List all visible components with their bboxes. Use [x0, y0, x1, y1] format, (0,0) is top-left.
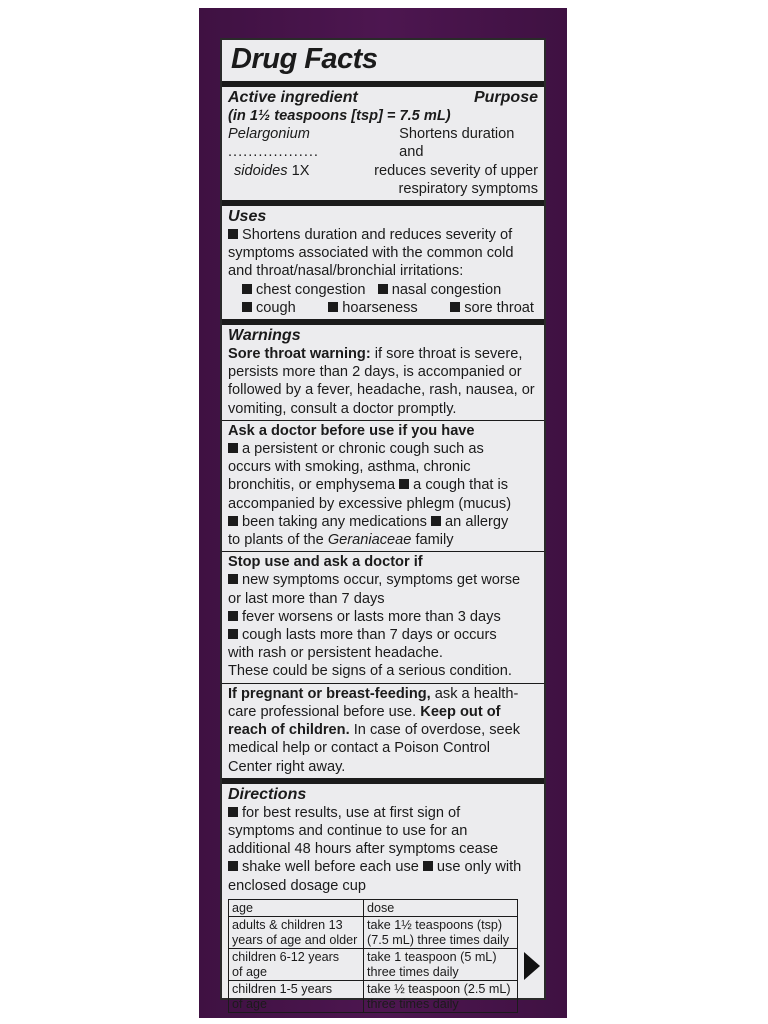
pregnant-text: care professional before use. — [228, 703, 417, 720]
table-cell: three times daily — [367, 964, 459, 979]
bullet-square-icon — [228, 574, 238, 584]
purpose-line-2: reduces severity of upper — [374, 162, 538, 179]
ask-doctor-heading: Ask a doctor before use if you have — [228, 422, 475, 439]
purpose-heading: Purpose — [473, 89, 538, 106]
leader-dots: .................. — [228, 144, 319, 161]
table-cell: take 1 teaspoon (5 mL) — [367, 950, 497, 965]
ask-doctor-text: occurs with smoking, asthma, chronic — [228, 459, 471, 476]
symptom-item: chest congestion — [256, 281, 366, 298]
stop-use-section — [228, 552, 538, 682]
bullet-square-icon — [378, 284, 388, 294]
bullet-square-icon — [228, 807, 238, 817]
drug-facts-panel — [220, 38, 546, 1011]
table-cell: take 1½ teaspoons (tsp) — [367, 918, 503, 933]
ask-doctor-text: family — [415, 532, 454, 549]
symptom-item: nasal congestion — [391, 281, 502, 298]
bullet-square-icon — [328, 302, 338, 312]
ingredient-name-1: Pelargonium — [228, 126, 310, 143]
sore-throat-label: Sore throat warning: — [228, 346, 371, 363]
warning-text: vomiting, consult a doctor promptly. — [228, 400, 457, 417]
table-cell: children 1-5 years — [232, 982, 333, 997]
bullet-square-icon — [228, 611, 238, 621]
keep-out-label: reach of children. — [228, 722, 350, 739]
bullet-square-icon — [228, 443, 238, 453]
stop-use-text: or last more than 7 days — [228, 590, 385, 607]
bullet-square-icon — [242, 302, 252, 312]
table-cell: of age — [232, 964, 268, 979]
ask-doctor-text: been taking any medications — [242, 513, 427, 530]
active-ingredient-heading: Active ingredient — [228, 89, 358, 106]
symptom-item: cough — [256, 299, 296, 316]
table-row — [229, 981, 518, 1013]
directions-heading: Directions — [228, 785, 307, 803]
pregnancy-section — [228, 684, 538, 778]
ask-doctor-text: bronchitis, or emphysema — [228, 477, 396, 494]
overdose-text: Center right away. — [228, 758, 346, 775]
uses-heading: Uses — [228, 208, 267, 226]
stop-use-text: These could be signs of a serious condition. — [228, 663, 512, 680]
bullet-square-icon — [423, 861, 433, 871]
bullet-square-icon — [228, 629, 238, 639]
warning-text: persists more than 2 days, is accompanied or — [228, 364, 522, 381]
ask-doctor-text: a persistent or chronic cough such as — [242, 441, 484, 458]
directions-text: shake well before each use — [242, 859, 419, 876]
directions-text: enclosed dosage cup — [228, 877, 366, 894]
table-row — [229, 949, 518, 981]
table-cell: adults & children 13 — [232, 918, 343, 933]
bullet-square-icon — [228, 229, 238, 239]
purpose-line-3: respiratory symptoms — [398, 180, 538, 197]
pregnant-label: If pregnant or breast-feeding, — [228, 685, 431, 702]
active-amount: (in 1½ teaspoons [tsp] = 7.5 mL) — [228, 108, 451, 124]
bullet-square-icon — [242, 284, 252, 294]
keep-out-label: Keep out of — [420, 703, 501, 720]
stop-use-text: fever worsens or lasts more than 3 days — [242, 608, 501, 625]
ask-doctor-text: an allergy — [445, 513, 509, 530]
purpose-line-1: Shortens duration and — [399, 126, 515, 161]
table-header-cell: age — [229, 899, 364, 917]
table-cell: three times daily — [367, 996, 459, 1011]
table-header-row — [229, 899, 518, 917]
overdose-text: In case of overdose, seek — [353, 722, 521, 739]
ask-doctor-text: accompanied by excessive phlegm (mucus) — [228, 495, 512, 512]
panel-title: Drug Facts — [231, 43, 378, 75]
bullet-square-icon — [228, 516, 238, 526]
table-cell: (7.5 mL) three times daily — [367, 932, 510, 947]
stop-use-text: new symptoms occur, symptoms get worse — [242, 572, 521, 589]
directions-text: for best results, use at first sign of — [242, 804, 461, 821]
symptom-item: sore throat — [464, 299, 534, 316]
table-cell: take ½ teaspoon (2.5 mL) — [367, 982, 511, 997]
ask-doctor-text: a cough that is — [413, 477, 509, 494]
stop-use-heading: Stop use and ask a doctor if — [228, 554, 423, 571]
uses-line: and throat/nasal/bronchial irritations: — [228, 263, 464, 280]
plant-family-name: Geraniaceae — [327, 532, 412, 549]
directions-text: use only with — [436, 859, 522, 876]
stop-use-text: cough lasts more than 7 days or occurs — [242, 627, 497, 644]
table-cell: years of age and older — [232, 932, 358, 947]
table-row — [229, 917, 518, 949]
symptom-item: hoarseness — [342, 299, 418, 316]
ask-doctor-text: to plants of the — [228, 532, 324, 549]
dosage-table — [228, 899, 518, 1014]
directions-text: symptoms and continue to use for an — [228, 822, 468, 839]
uses-line: Shortens duration and reduces severity of — [242, 227, 513, 244]
bullet-square-icon — [399, 479, 409, 489]
uses-section — [228, 206, 538, 319]
warnings-heading: Warnings — [228, 327, 301, 345]
warning-text: if sore throat is severe, — [374, 346, 523, 363]
continue-arrow-icon — [524, 952, 540, 980]
warning-text: followed by a fever, headache, rash, nausea, or — [228, 382, 535, 399]
table-header-cell: dose — [364, 899, 518, 917]
bullet-square-icon — [228, 861, 238, 871]
pregnant-text: ask a health- — [434, 685, 519, 702]
ask-doctor-section — [228, 421, 538, 551]
ingredient-potency: 1X — [291, 162, 310, 179]
directions-text: additional 48 hours after symptoms cease — [228, 841, 499, 858]
bullet-square-icon — [450, 302, 460, 312]
table-cell: of age — [232, 996, 268, 1011]
active-ingredient-section — [228, 87, 538, 200]
directions-section — [228, 784, 538, 1016]
table-cell: children 6-12 years — [232, 950, 340, 965]
ingredient-name-2: sidoides — [234, 162, 288, 179]
stop-use-text: with rash or persistent headache. — [228, 645, 443, 662]
uses-line: symptoms associated with the common cold — [228, 245, 514, 262]
warnings-section — [228, 325, 538, 420]
overdose-text: medical help or contact a Poison Control — [228, 740, 491, 757]
bullet-square-icon — [431, 516, 441, 526]
